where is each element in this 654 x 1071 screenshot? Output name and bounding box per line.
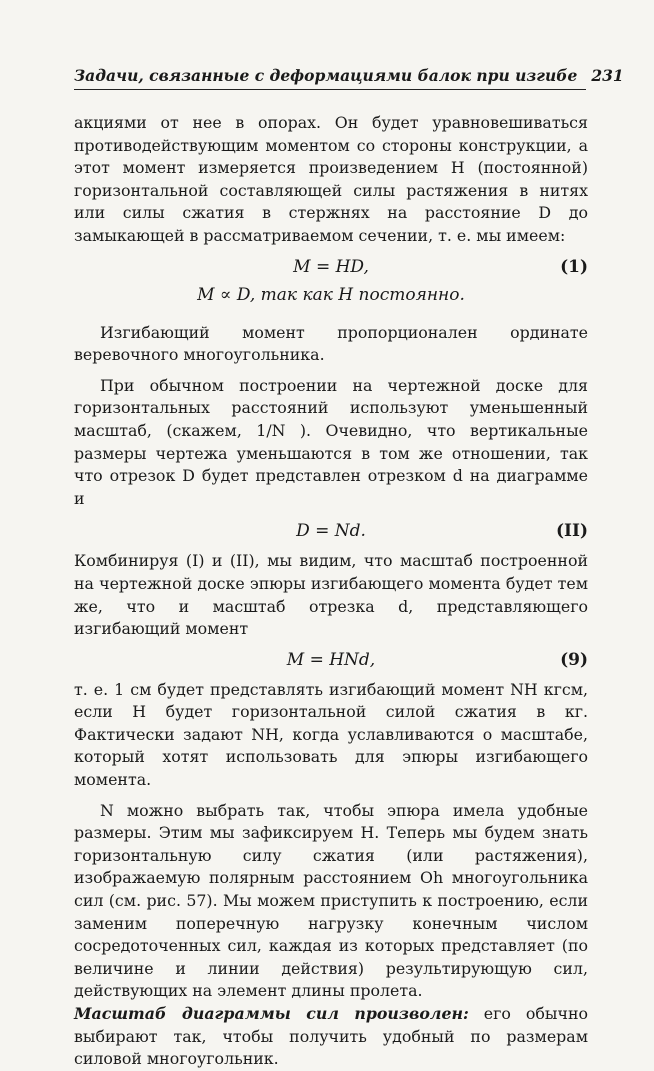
paragraph-5: т. е. 1 см будет представлять изгибающий момент NH кгсм, если H будет горизонтальной силой сжатия в кг. Фактически задают NH, когда уславливаются о масштабе, который хотят использовать для эпюры изгибающего момента. bbox=[74, 679, 588, 790]
equation-2-formula: D = Nd. bbox=[296, 521, 366, 542]
paragraph-1: акциями от нее в опорах. Он будет уравновешиваться противодействующим моментом со стороны конструкции, а этот момент измеряется произведением H (постоянной) горизонтальной составляющей силы растяжения в нитях или силы сжатия в стержнях на расстояние D до замыкающей в рассматриваемом сечении, т. е. мы имеем: bbox=[74, 113, 588, 245]
equation-3-number: (9) bbox=[560, 649, 588, 670]
equation-3-formula: M = HNd, bbox=[286, 649, 376, 670]
emphasis-force-scale: Масштаб диаграммы сил произволен: bbox=[74, 1004, 469, 1023]
paragraph-7-rest: его обычно выбирают так, чтобы получить удобный по размерам силовой многоугольник. bbox=[74, 1004, 588, 1069]
equation-1-number: (1) bbox=[560, 256, 588, 277]
equation-2-number: (II) bbox=[556, 521, 588, 542]
paragraph-7 bbox=[74, 1003, 588, 1071]
equation-1b-formula: M ∝ D, так как H постоянно. bbox=[197, 284, 465, 305]
equation-3 bbox=[74, 649, 588, 673]
equation-1 bbox=[74, 256, 588, 280]
running-header bbox=[74, 66, 624, 90]
running-title: Задачи, связанные с деформациями балок при изгибе bbox=[74, 66, 578, 85]
page-body bbox=[74, 112, 588, 1071]
paragraph-2: Изгибающий момент пропорционален ординате веревочного многоугольника. bbox=[74, 322, 588, 365]
equation-1-proportional bbox=[74, 284, 588, 308]
page-number: 231 bbox=[591, 66, 624, 85]
paragraph-6: N можно выбрать так, чтобы эпюра имела удобные размеры. Этим мы зафиксируем H. Теперь мы будем знать горизонтальную силу сжатия (или растяжения), изображаемую полярным расстоянием Oh многоугольника сил (см. рис. 57). Мы можем приступить к построению, если заменим поперечную нагрузку конечным числом сосредоточенных сил, каждая из которых представляет (по величине и линии действия) результирующую сил, действующих на элемент длины пролета. bbox=[74, 800, 588, 1001]
paragraph-4: Комбинируя (I) и (II), мы видим, что масштаб построенной на чертежной доске эпюры изгибающего момента будет тем же, что и масштаб отрезка d, представляющего изгибающий момент bbox=[74, 551, 588, 639]
paragraph-3: При обычном построении на чертежной доске для горизонтальных расстояний используют уменьшенный масштаб, (скажем, 1/N ). Очевидно, что вертикальные размеры чертежа уменьшаются в том же отношении, так что отрезок D будет представлен отрезком d на диаграмме и bbox=[74, 375, 588, 508]
equation-1-formula: M = HD, bbox=[293, 256, 369, 277]
equation-2 bbox=[74, 520, 588, 544]
